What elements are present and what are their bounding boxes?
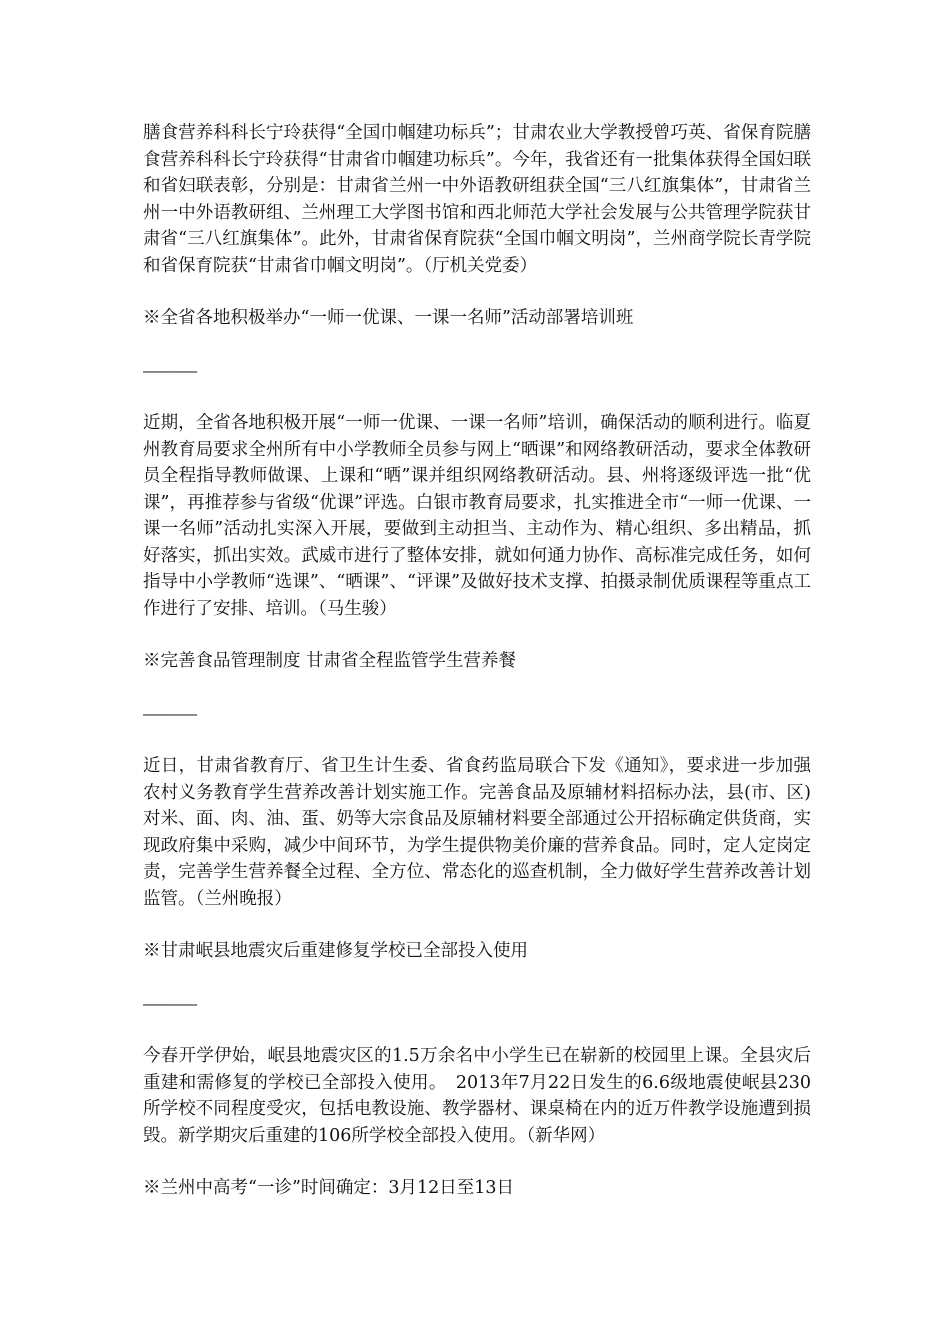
heading-nutrition-meal: ※完善食品管理制度 甘肃省全程监管学生营养餐 bbox=[143, 651, 517, 671]
heading-minxian-schools: ※甘肃岷县地震灾后重建修复学校已全部投入使用 bbox=[143, 941, 528, 961]
separator: —————— bbox=[143, 361, 198, 380]
heading-lanzhou-exam-date: ※兰州中高考“一诊”时间确定：3月12日至13日 bbox=[143, 1178, 515, 1198]
heading-one-teacher-training: ※全省各地积极举办“一师一优课、一课一名师”活动部署培训班 bbox=[143, 308, 634, 328]
paragraph-one-teacher-training: 近期，全省各地积极开展“一师一优课、一课一名师”培训，确保活动的顺利进行。临夏州教育局要求全州所有中小学教师全员参与网上“晒课”和网络教研活动，要求全体教研员全程指导教师做课、上课和“晒”课并组织网络教研活动。县、州将逐级评选一批“优课”，再推荐参与省级“优课”评选。白银市教育局要求，扎实推进全市“一师一优课、一课一名师”活动扎实深入开展，要做到主动担当、主动作为、精心组织、多出精品，抓好落实，抓出实效。武威市进行了整体安排，就如何通力协作、高标准完成任务，如何指导中小学教师“选课”、“晒课”、“评课”及做好技术支撑、拍摄录制优质课程等重点工作进行了安排、培训。（马生骏） bbox=[143, 413, 811, 619]
paragraph-nutrition-meal: 近日，甘肃省教育厅、省卫生计生委、省食药监局联合下发《通知》，要求进一步加强农村义务教育学生营养改善计划实施工作。完善食品及原辅材料招标办法，县(市、区)对米、面、肉、油、蛋、奶等大宗食品及原辅材料要全部通过公开招标确定供货商，实现政府集中采购，减少中间环节，为学生提供物美价廉的营养食品。同时，定人定岗定责，完善学生营养餐全过程、全方位、常态化的巡查机制，全力做好学生营养改善计划监管。（兰州晚报） bbox=[143, 756, 811, 909]
separator: —————— bbox=[143, 704, 198, 723]
document-page bbox=[143, 120, 811, 1228]
separator: —————— bbox=[143, 994, 198, 1013]
paragraph-award-collectives: 膳食营养科科长宁玲获得“全国巾帼建功标兵”；甘肃农业大学教授曾巧英、省保育院膳食营养科科长宁玲获得“甘肃省巾帼建功标兵”。今年，我省还有一批集体获得全国妇联和省妇联表彰，分别是：甘肃省兰州一中外语教研组获全国“三八红旗集体”，甘肃省兰州一中外语教研组、兰州理工大学图书馆和西北师范大学社会发展与公共管理学院获甘肃省“三八红旗集体”。此外，甘肃省保育院获“全国巾帼文明岗”，兰州商学院长青学院和省保育院获“甘肃省巾帼文明岗”。（厅机关党委） bbox=[143, 123, 811, 276]
paragraph-minxian-schools: 今春开学伊始，岷县地震灾区的1.5万余名中小学生已在崭新的校园里上课。全县灾后重建和需修复的学校已全部投入使用。 2013年7月22日发生的6.6级地震使岷县230所学校不同程度受灾，包括电教设施、教学器材、课桌椅在内的近万件教学设施遭到损毁。新学期灾后重建的106所学校全部投入使用。（新华网） bbox=[143, 1046, 811, 1146]
